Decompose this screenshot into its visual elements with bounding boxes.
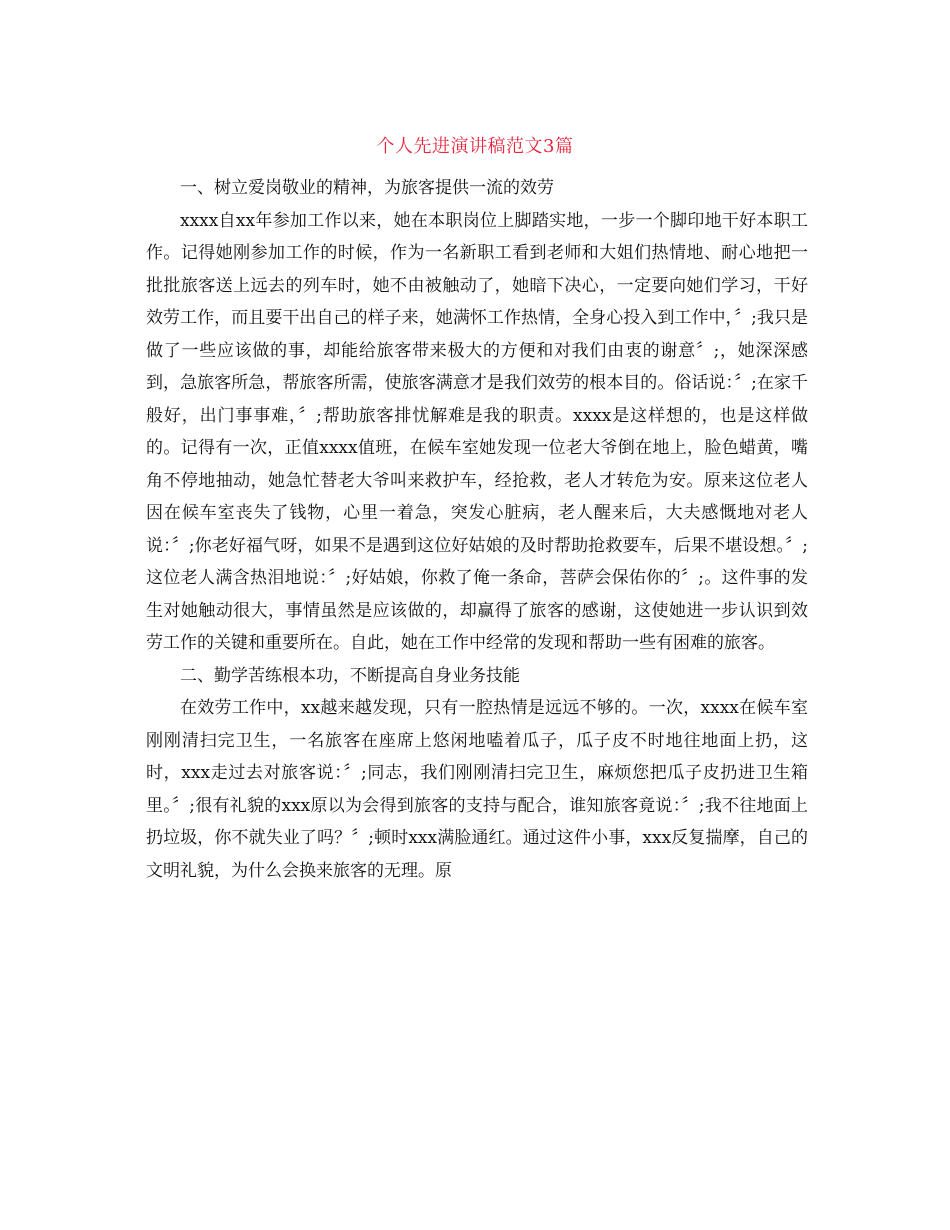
section-heading: 一、树立爱岗敬业的精神，为旅客提供一流的效劳 — [180, 178, 554, 198]
body-paragraph: xxxx自xx年参加工作以来，她在本职岗位上脚踏实地，一步一个脚印地干好本职工作。记得她刚参加工作的时候，作为一名新职工看到老师和大姐们热情地、耐心地把一批批旅客送上远去的列车时，她不由被触动了，她暗下决心，一定要向她们学习，干好效劳工作，而且要干出自己的样子来，她满怀工作热情，全身心投入到工作中，〞;我只是做了一些应该做的事，却能给旅客带来极大的方便和对我们由衷的谢意〞;，她深深感到，急旅客所急，帮旅客所需，使旅客满意才是我们效劳的根本目的。俗话说：〞;在家千般好，出门事事难，〞;帮助旅客排忧解难是我的职责。xxxx是这样想的，也是这样做的。记得有一次，正值xxxx值班，在候车室她发现一位老大爷倒在地上，脸色蜡黄，嘴角不停地抽动，她急忙替老大爷叫来救护车，经抢救，老人才转危为安。原来这位老人因在候车室丧失了钱物，心里一着急，突发心脏病，老人醒来后，大夫感慨地对老人说：〞;你老好福气呀，如果不是遇到这位好姑娘的及时帮助抢救要车，后果不堪设想。〞;这位老人满含热泪地说：〞;好姑娘，你救了俺一条命，菩萨会保佑你的〞;。这件事的发生对她触动很大，事情虽然是应该做的，却赢得了旅客的感谢，这使她进一步认识到效劳工作的关键和重要所在。自此，她在工作中经常的发现和帮助一些有困难的旅客。 — [146, 210, 808, 653]
section-heading: 二、勤学苦练根本功，不断提高自身业务技能 — [180, 665, 520, 686]
body-paragraph: 在效劳工作中，xx越来越发现，只有一腔热情是远远不够的。一次，xxxx在候车室刚刚清扫完卫生，一名旅客在座席上悠闲地嗑着瓜子，瓜子皮不时地往地面上扔，这时，xxx走过去对旅客说：〞;同志，我们刚刚清扫完卫生，麻烦您把瓜子皮扔进卫生箱里。〞;很有礼貌的xxx原以为会得到旅客的支持与配合，谁知旅客竟说：〞;我不往地面上扔垃圾，你不就失业了吗？〞;顿时xxx满脸通红。通过这件小事，xxx反复揣摩，自己的文明礼貌，为什么会换来旅客的无理。原 — [146, 698, 808, 881]
document-title: 个人先进演讲稿范文3篇 — [376, 136, 574, 157]
document-body — [146, 172, 808, 887]
